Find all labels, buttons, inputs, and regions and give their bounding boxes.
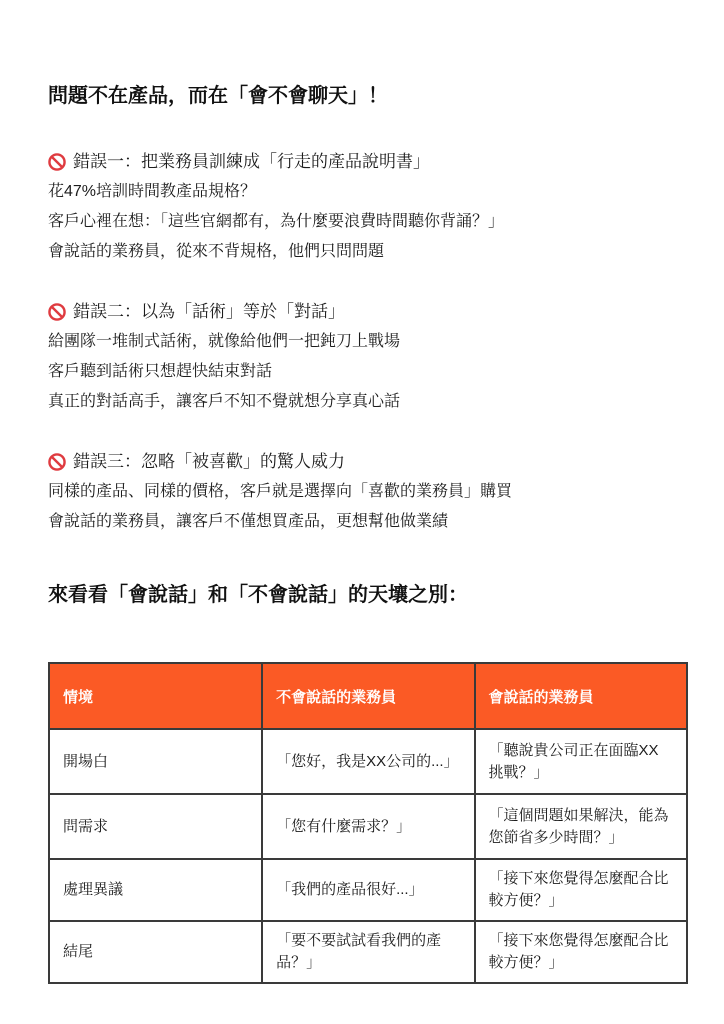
mistake-3-heading-row [48, 447, 688, 477]
body-line: 客戶心裡在想：「這些官網都有，為什麼要浪費時間聽你背誦？」 [48, 213, 505, 230]
prohibited-icon [48, 453, 66, 471]
mistake-1-heading: 錯誤一：把業務員訓練成「行走的產品說明書」 [73, 152, 430, 171]
table-cell: 「接下來您覺得怎麼配合比較方便？」 [475, 921, 687, 983]
mistake-section-3 [48, 447, 688, 537]
table-cell: 結尾 [49, 921, 262, 983]
table-row [49, 729, 687, 794]
page-title: 問題不在產品，而在「會不會聊天」！ [48, 85, 388, 107]
comparison-table [48, 662, 688, 984]
prohibited-icon [48, 303, 66, 321]
table-cell: 問需求 [49, 794, 262, 859]
table-cell: 「我們的產品很好...」 [262, 859, 474, 921]
mistake-section-2 [48, 297, 688, 417]
body-line: 同樣的產品、同樣的價格，客戶就是選擇向「喜歡的業務員」購買 [48, 483, 513, 500]
body-line: 會說話的業務員，從來不背規格，他們只問問題 [48, 243, 385, 260]
column-header-situation: 情境 [49, 663, 262, 729]
column-header-good-salesperson: 會說話的業務員 [475, 663, 687, 729]
table-cell: 「您有什麼需求？」 [262, 794, 474, 859]
prohibited-icon [48, 153, 66, 171]
mistake-2-heading-row [48, 297, 688, 327]
body-line: 花47%培訓時間教產品規格？ [48, 183, 257, 200]
body-line: 真正的對話高手，讓客戶不知不覺就想分享真心話 [48, 393, 401, 410]
table-cell: 「聽說貴公司正在面臨XX挑戰？」 [475, 729, 687, 794]
table-cell: 「這個問題如果解決，能為您節省多少時間？」 [475, 794, 687, 859]
comparison-title: 來看看「會說話」和「不會說話」的天壤之別： [48, 584, 468, 606]
mistake-1-heading-row [48, 147, 688, 177]
table-header-row [49, 663, 687, 729]
table-cell: 處理異議 [49, 859, 262, 921]
table-row [49, 794, 687, 859]
table-cell: 「接下來您覺得怎麼配合比較方便？」 [475, 859, 687, 921]
mistake-section-1 [48, 147, 688, 267]
table-cell: 「要不要試試看我們的產品？」 [262, 921, 474, 983]
mistake-2-heading: 錯誤二：以為「話術」等於「對話」 [73, 302, 345, 321]
mistake-3-heading: 錯誤三：忽略「被喜歡」的驚人威力 [73, 452, 345, 471]
body-line: 給團隊一堆制式話術，就像給他們一把鈍刀上戰場 [48, 333, 401, 350]
table-cell: 「您好，我是XX公司的...」 [262, 729, 474, 794]
table-cell: 開場白 [49, 729, 262, 794]
body-line: 會說話的業務員，讓客戶不僅想買產品，更想幫他做業績 [48, 513, 449, 530]
column-header-bad-salesperson: 不會說話的業務員 [262, 663, 474, 729]
table-row [49, 921, 687, 983]
table-row [49, 859, 687, 921]
body-line: 客戶聽到話術只想趕快結束對話 [48, 363, 273, 380]
